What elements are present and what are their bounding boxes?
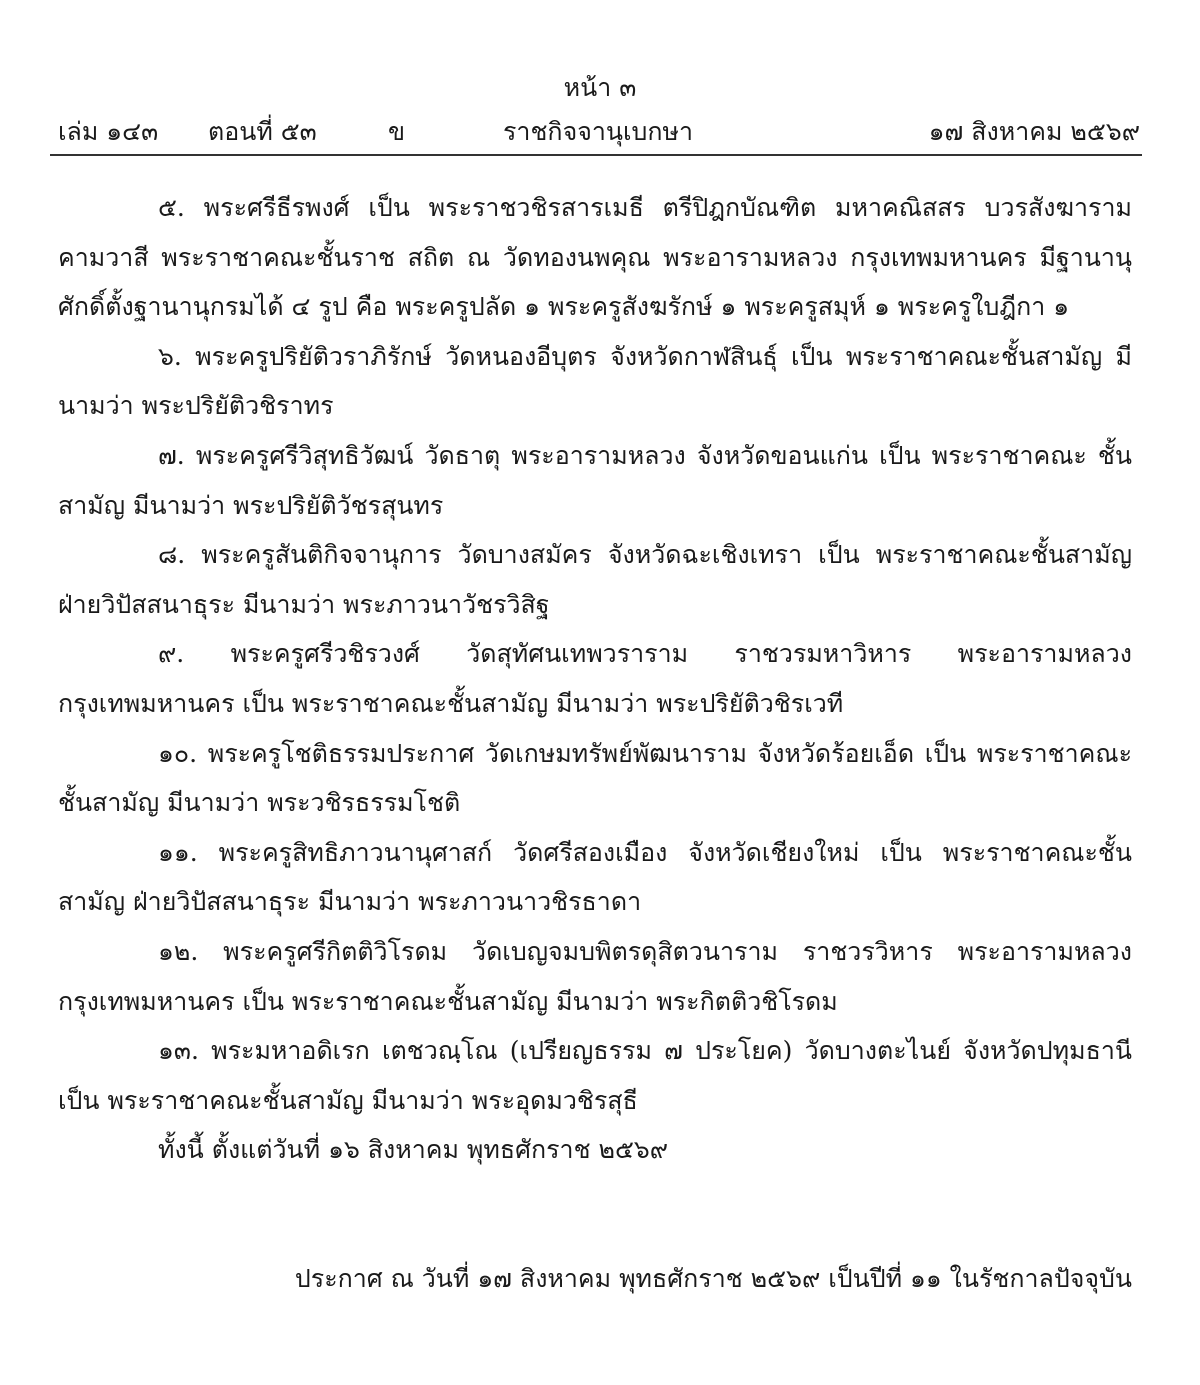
gazette-header bbox=[58, 112, 1140, 152]
page-number: หน้า ๓ bbox=[563, 73, 637, 102]
proclamation-line: ประกาศ ณ วันที่ ๑๗ สิงหาคม พุทธศักราช ๒๕๖๙ เป็นปีที่ ๑๑ ในรัชกาลปัจจุบัน bbox=[294, 1264, 1132, 1293]
paragraph-11: ๑๑. พระครูสิทธิภาวนานุศาสก์ วัดศรีสองเมือง จังหวัดเชียงใหม่ เป็น พระราชาคณะชั้นสามัญ ฝ่ายวิปัสสนาธุระ มีนามว่า พระภาวนาวชิรธาดา bbox=[58, 837, 1132, 917]
publication-name: ราชกิจจานุเบกษา bbox=[503, 117, 694, 146]
paragraph-5: ๕. พระศรีธีรพงศ์ เป็น พระราชวชิรสารเมธี ตรีปิฎกบัณฑิต มหาคณิสสร บวรสังฆาราม คามวาสี พระราชาคณะชั้นราช สถิต ณ วัดทองนพคุณ พระอารามหลวง กรุงเทพมหานคร มีฐานานุศักดิ์ตั้งฐานานุกรมได้ ๔ รูป คือ พระครูปลัด ๑ พระครูสังฆรักษ์ ๑ พระครูสมุห์ ๑ พระครูใบฎีกา ๑ bbox=[58, 193, 1132, 322]
header-date: ๑๗ สิงหาคม ๒๕๖๙ bbox=[928, 117, 1140, 146]
document-body bbox=[58, 183, 1132, 1175]
paragraph-6: ๖. พระครูปริยัติวราภิรักษ์ วัดหนองอีบุตร จังหวัดกาฬสินธุ์ เป็น พระราชาคณะชั้นสามัญ มีนามว่า พระปริยัติวชิราทร bbox=[58, 341, 1132, 421]
paragraph-7: ๗. พระครูศรีวิสุทธิวัฒน์ วัดธาตุ พระอารามหลวง จังหวัดขอนแก่น เป็น พระราชาคณะ ชั้นสามัญ มีนามว่า พระปริยัติวัชรสุนทร bbox=[58, 440, 1132, 520]
section-letter: ข bbox=[388, 117, 406, 146]
paragraph-13: ๑๓. พระมหาอดิเรก เตชวณฺโณ (เปรียญธรรม ๗ ประโยค) วัดบางตะไนย์ จังหวัดปทุมธานี เป็น พระราชาคณะชั้นสามัญ มีนามว่า พระอุดมวชิรสุธี bbox=[58, 1036, 1132, 1115]
paragraph-12: ๑๒. พระครูศรีกิตติวิโรดม วัดเบญจมบพิตรดุสิตวนาราม ราชวรวิหาร พระอารามหลวง กรุงเทพมหานคร เป็น พระราชาคณะชั้นสามัญ มีนามว่า พระกิตติวชิโรดม bbox=[58, 936, 1132, 1016]
effective-date: ทั้งนี้ ตั้งแต่วันที่ ๑๖ สิงหาคม พุทธศักราช ๒๕๖๙ bbox=[158, 1135, 669, 1165]
paragraph-9: ๙. พระครูศรีวชิรวงศ์ วัดสุทัศนเทพวราราม ราชวรมหาวิหาร พระอารามหลวง กรุงเทพมหานคร เป็น พระราชาคณะชั้นสามัญ มีนามว่า พระปริยัติวชิรเวที bbox=[58, 639, 1132, 718]
volume-number: เล่ม ๑๔๓ bbox=[58, 117, 159, 146]
issue-number: ตอนที่ ๕๓ bbox=[208, 117, 317, 146]
paragraph-8: ๘. พระครูสันติกิจจานุการ วัดบางสมัคร จังหวัดฉะเชิงเทรา เป็น พระราชาคณะชั้นสามัญ ฝ่ายวิปัสสนาธุระ มีนามว่า พระภาวนาวัชรวิสิฐ bbox=[58, 540, 1132, 619]
paragraph-10: ๑๐. พระครูโชติธรรมประกาศ วัดเกษมทรัพย์พัฒนาราม จังหวัดร้อยเอ็ด เป็น พระราชาคณะ ชั้นสามัญ มีนามว่า พระวชิรธรรมโชติ bbox=[58, 738, 1132, 818]
header-divider bbox=[50, 154, 1142, 156]
